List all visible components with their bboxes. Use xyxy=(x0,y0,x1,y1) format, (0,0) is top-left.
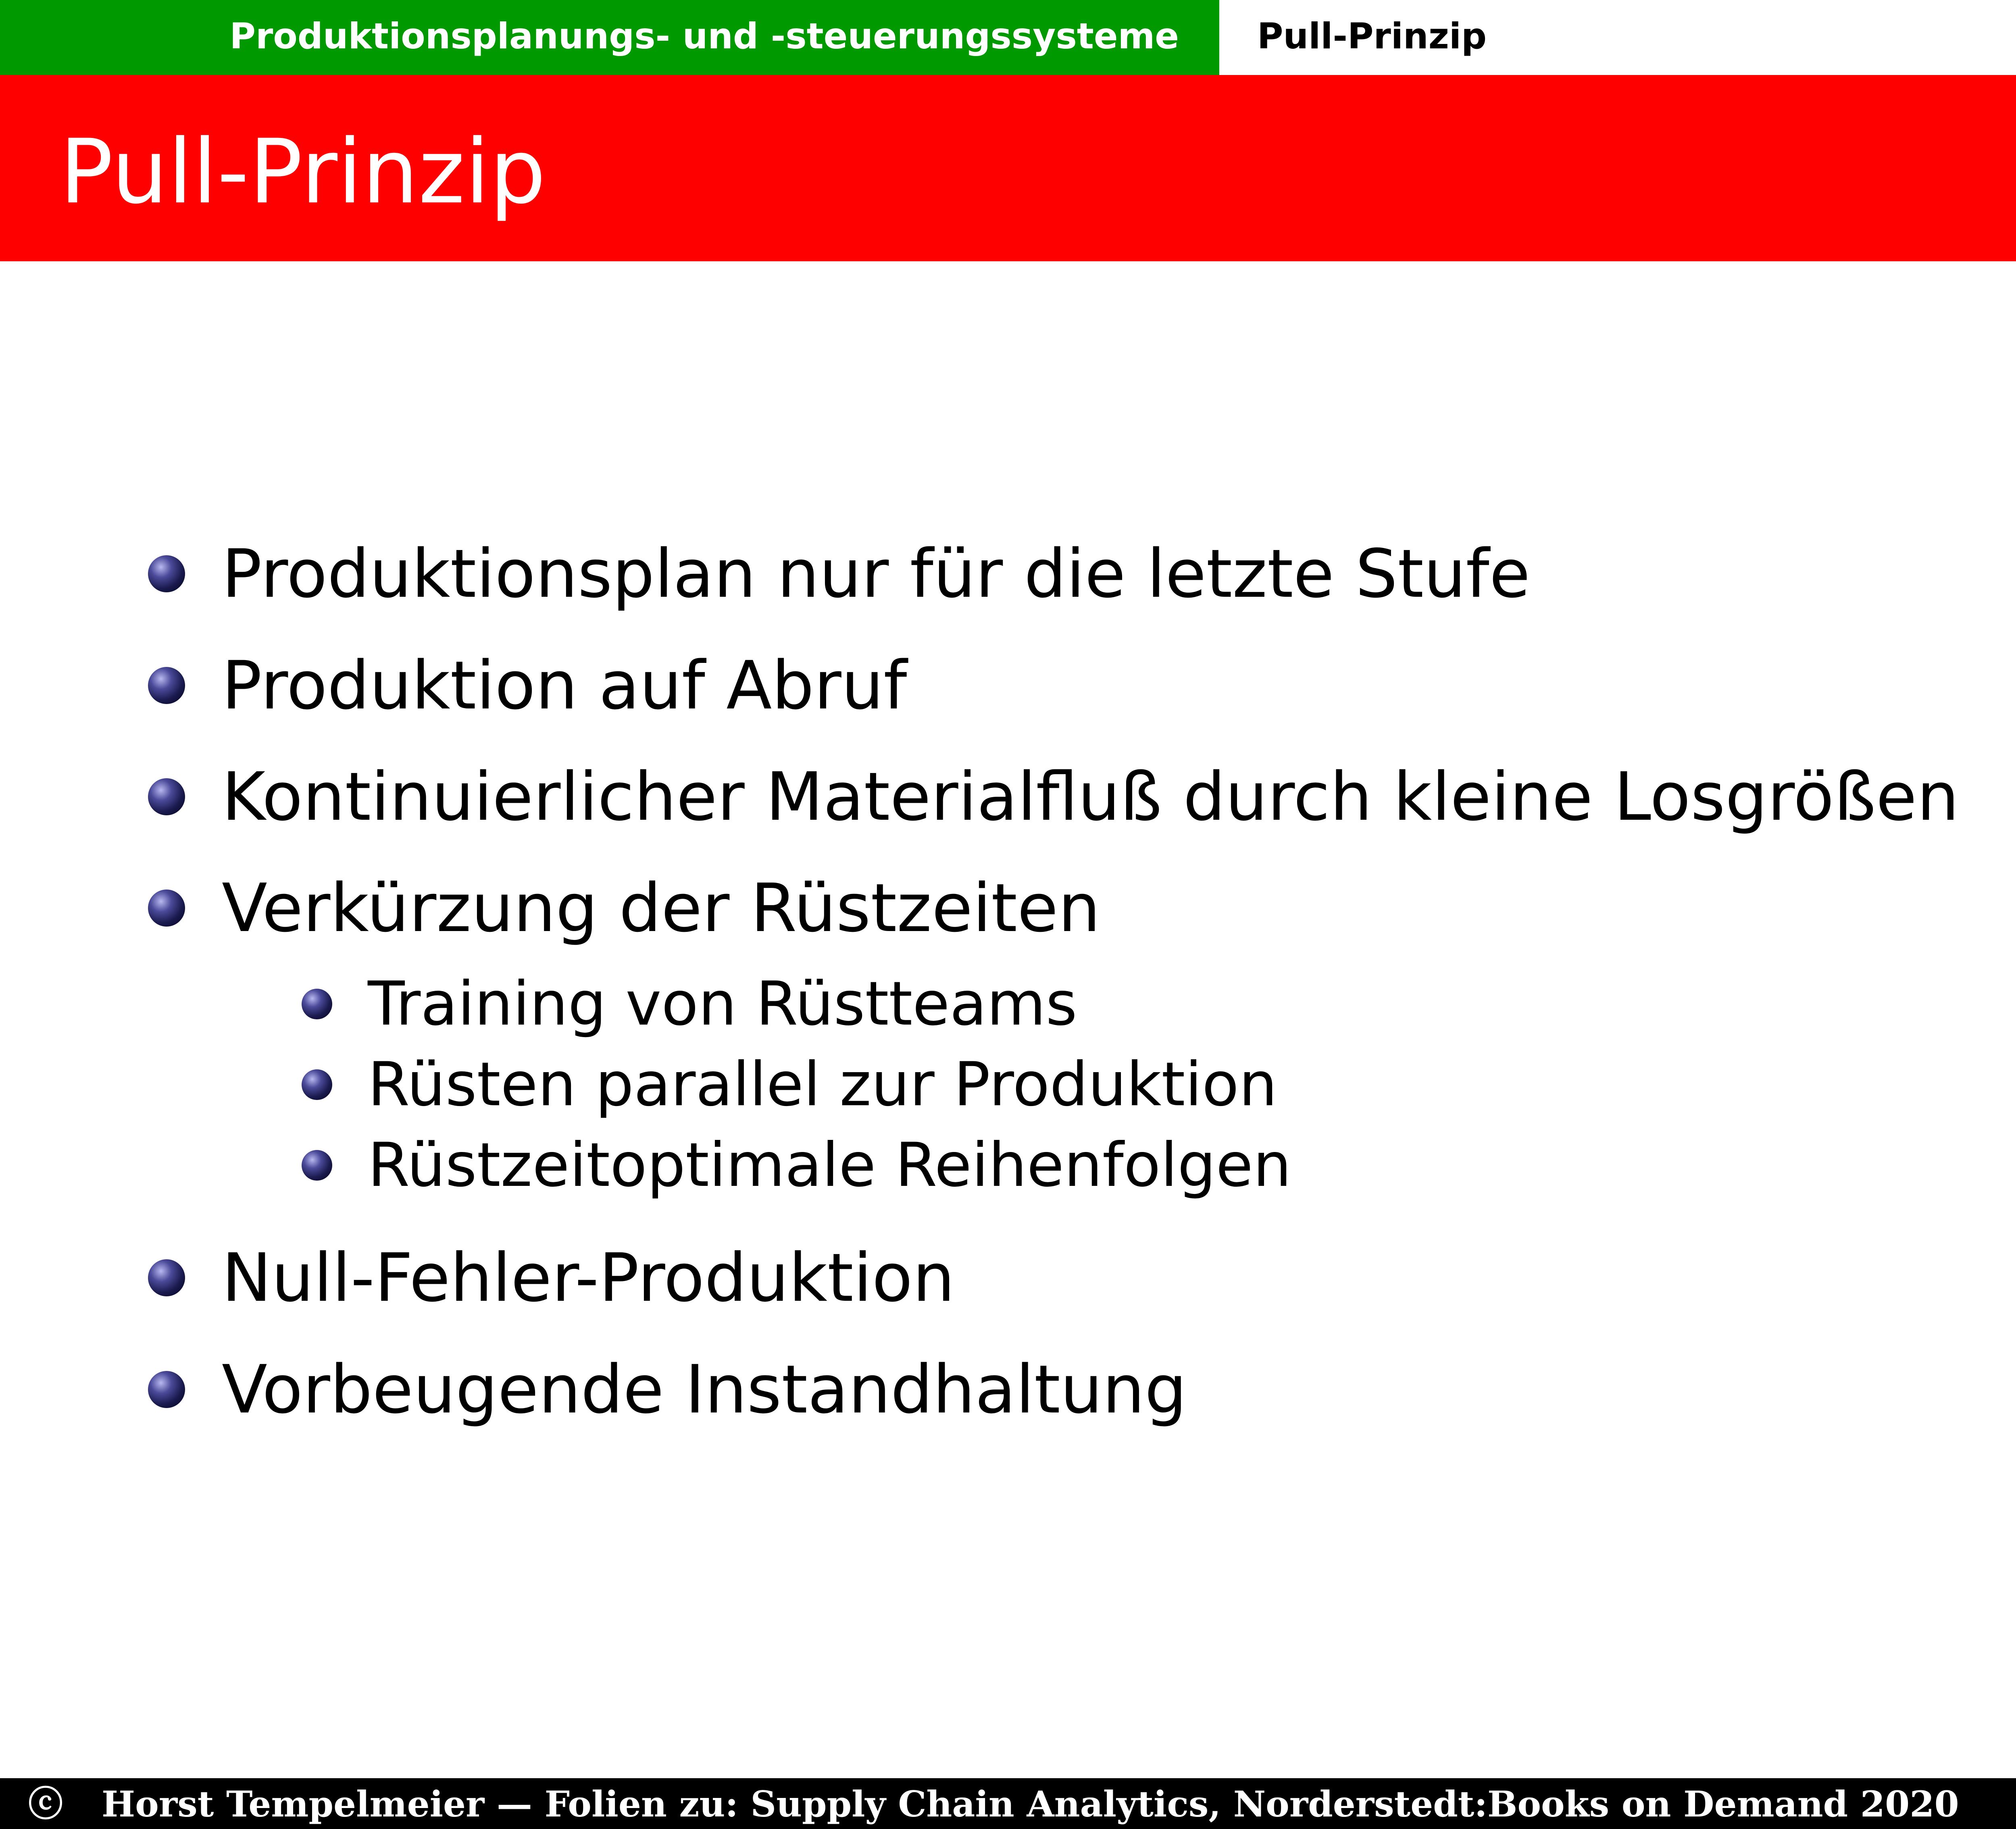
sub-bullet-ball-icon xyxy=(302,1069,332,1100)
bullet-item: Verkürzung der Rüstzeiten xyxy=(222,869,1100,947)
copyright-icon: ⓒ xyxy=(28,1784,63,1824)
sub-bullet-item: Training von Rüstteams xyxy=(368,969,1077,1039)
footer-credit: Horst Tempelmeier — Folien zu: Supply Chain Analytics, Norderstedt:Books on Demand 2020 xyxy=(102,1783,1959,1825)
sub-bullet-ball-icon xyxy=(302,1150,332,1181)
bullet-ball-icon xyxy=(148,1259,185,1296)
nav-section-tab[interactable] xyxy=(0,0,1219,75)
bullet-item: Vorbeugende Instandhaltung xyxy=(222,1351,1187,1428)
nav-subsection-tab[interactable]: Pull-Prinzip xyxy=(1257,15,1487,57)
bullet-item: Null-Fehler-Produktion xyxy=(222,1239,955,1317)
bullet-ball-icon xyxy=(148,555,185,592)
sub-bullet-item: Rüstzeitoptimale Reihenfolgen xyxy=(368,1130,1291,1200)
bullet-ball-icon xyxy=(148,667,185,704)
footer-bar xyxy=(0,1778,2016,1829)
bullet-item: Produktionsplan nur für die letzte Stufe xyxy=(222,535,1531,612)
sub-bullet-item: Rüsten parallel zur Produktion xyxy=(368,1050,1277,1120)
title-bar xyxy=(0,75,2016,261)
nav-section-label: Produktionsplanungs- und -steuerungssysteme xyxy=(229,15,1179,57)
bullet-ball-icon xyxy=(148,890,185,927)
bullet-ball-icon xyxy=(148,778,185,815)
bullet-item: Kontinuierlicher Materialfluß durch kleine Losgrößen xyxy=(222,758,1959,835)
navigation-strip xyxy=(0,0,2016,75)
bullet-ball-icon xyxy=(148,1371,185,1408)
sub-bullet-ball-icon xyxy=(302,989,332,1019)
slide-title: Pull-Prinzip xyxy=(60,120,546,223)
bullet-item: Produktion auf Abruf xyxy=(222,647,907,724)
